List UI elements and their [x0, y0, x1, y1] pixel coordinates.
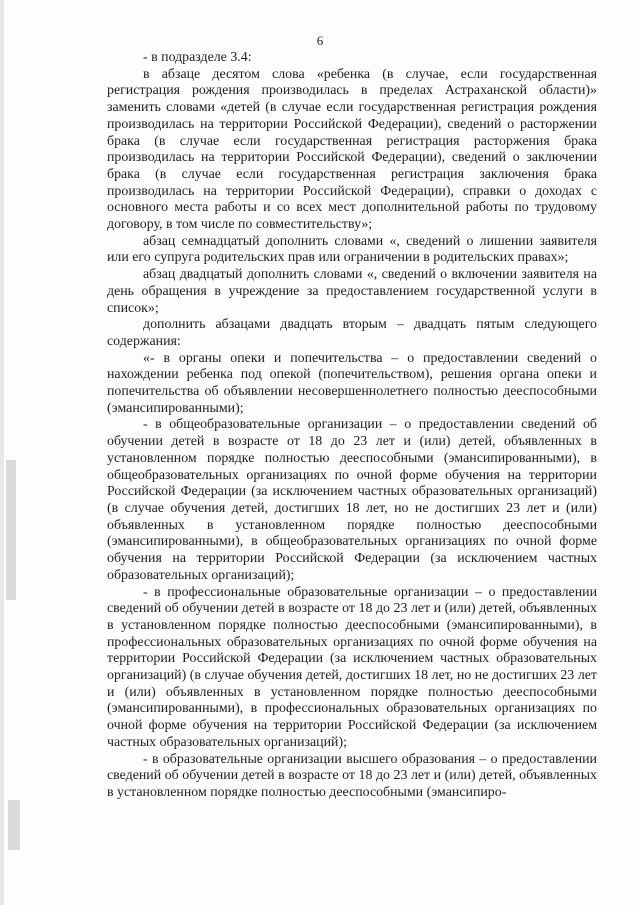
paragraph-seventeenth-abzac: абзац семнадцатый дополнить словами «, сведений о лишении заявителя или его супруга родительских прав или ограничении в родительских правах»; [107, 233, 597, 266]
paragraph-guardianship: «- в органы опеки и попечительства – о предоставлении сведений о нахождении ребенка под опекой (попечительством), решения органа опеки и попечительства об объявлении несовершеннолетнего полностью дееспособными (эмансипированными); [107, 350, 597, 416]
paragraph-professional-education: - в профессиональные образовательные организации – о предоставлении сведений об обучении детей в возрасте от 18 до 23 лет и (или) детей, объявленных в установленном порядке полностью дееспособными (эмансипированными), в профессиональных образовательных организациях по очной форме обучения на территории Российской Федерации (за исключением частных образовательных организаций) (в случае обучения детей, достигших 18 лет, но не достигших 23 лет и (или) объявленных в установленном порядке полностью дееспособными (эмансипированными), в профессиональных образовательных организациях по очной форме обучения на территории Российской Федерации (за исключением частных образовательных организаций); [107, 584, 597, 750]
paragraph-higher-education: - в образовательные организации высшего образования – о предоставлении сведений об обучении детей в возрасте от 18 до 23 лет и (или) детей, объявленных в установленном порядке полностью дееспособными (эмансипиро- [107, 751, 597, 800]
document-body [107, 50, 597, 802]
scan-artifact [6, 460, 16, 600]
paragraph-twentieth-abzac: абзац двадцатый дополнить словами «, сведений о включении заявителя на день обращения в учреждение за предоставлением государственной услуги в список»; [107, 267, 597, 316]
page-number: 6 [316, 33, 324, 48]
paragraph-tenth-abzac: в абзаце десятом слова «ребенка (в случае, если государственная регистрация рождения производилась в пределах Астраханской области)» заменить словами «детей (в случае если государственная регистрация рождения производилась на территории Российской Федерации), сведений о расторжении брака (в случае если государственная регистрация расторжения брака производилась на территории Российской Федерации), сведений о заключении брака (в случае если государственная регистрация заключения брака производилась на территории Российской Федерации), справки о доходах с основного места работы и со всех мест дополнительной работы по трудовому договору, в том числе по совместительству»; [107, 66, 597, 233]
paragraph-subsection-heading: - в подразделе 3.4: [143, 50, 252, 65]
paragraph-general-education: - в общеобразовательные организации – о предоставлении сведений об обучении детей в возрасте от 18 до 23 лет и (или) детей, объявленных в установленном порядке полностью дееспособными (эмансипированными), в общеобразовательных организациях по очной форме обучения на территории Российской Федерации (за исключением частных образовательных организаций) (в случае обучения детей, достигших 18 лет, но не достигших 23 лет и (или) объявленных в установленном порядке полностью дееспособными (эмансипированными), в общеобразовательных организациях по очной форме обучения на территории Российской Федерации (за исключением частных образовательных организаций); [107, 417, 597, 583]
scan-left-edge [0, 0, 4, 905]
scan-artifact [8, 800, 20, 850]
paragraph-add-abzacs: дополнить абзацами двадцать вторым – двадцать пятым следующего содержания: [107, 317, 597, 349]
